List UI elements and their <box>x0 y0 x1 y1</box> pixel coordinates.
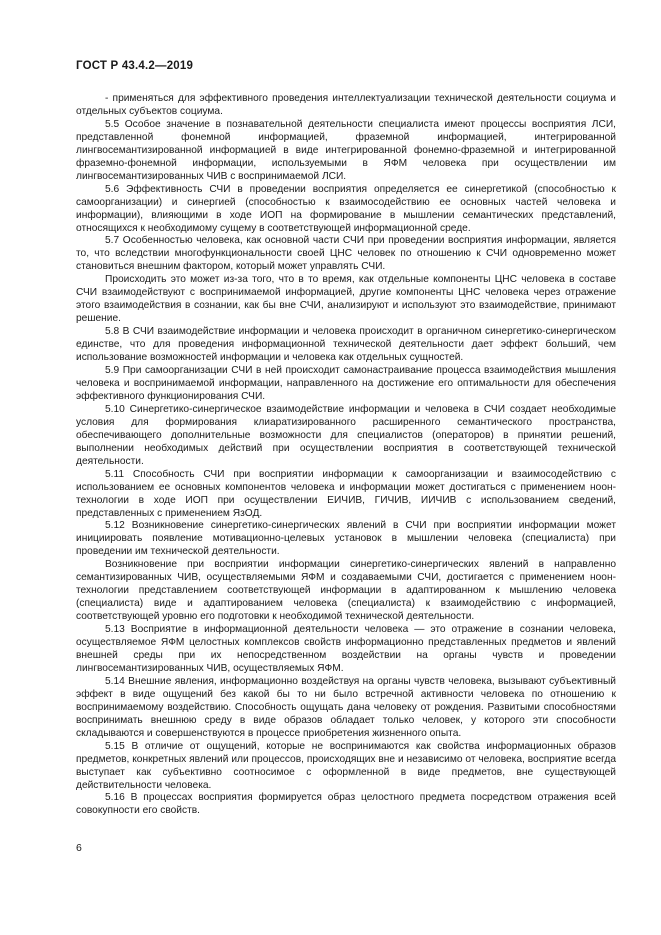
paragraph: 5.16 В процессах восприятия формируется образ целостного предмета посредством отражения всей совокупности его свойств. <box>76 792 616 817</box>
paragraph: 5.12 Возникновение синергетико-синергических явлений в СЧИ при восприятии информации может инициировать появление мотивационно-целевых установок в мышлении человека (специалиста) при проведении им технической деятельности. <box>76 520 616 558</box>
paragraph: 5.9 При самоорганизации СЧИ в ней происходит самонастраивание процесса взаимодействия мышления человека и воспринимаемой информации, направленного на достижение его оптимальности для обеспечения эффективного функционирования СЧИ. <box>76 365 616 402</box>
paragraph: 5.7 Особенностью человека, как основной части СЧИ при проведении восприятия информации, является то, что вследствии многофункциональности своей ЦНС человек по отношению к СЧИ одновременно может становиться внешним фактором, который может управлять СЧИ. <box>76 235 616 273</box>
paragraph: 5.6 Эффективность СЧИ в проведении восприятия определяется ее синергетикой (способностью к самоорганизации) и синергией (способностью к взаимосодействию ее основных частей человека и информации), влияющими в ходе ИОП на формирование в мышлении семантических представлений, относящихся к необходимому сущему в соответствующей информационной среде. <box>76 183 616 234</box>
page-number: 6 <box>76 842 82 854</box>
paragraph: 5.14 Внешние явления, информационно воздействуя на органы чувств человека, вызывают субъективный эффект в виде ощущений без какой бы то ни было встречной активности человека по отношению к воспринимаемому воздействию. Способность ощущать дана человеку от рождения. Развитыми способностями воспринимать внешнюю среду в виде образов обладает только человек, у которого эти способности складываются и совершенствуются в процессе приобретения жизненного опыта. <box>76 675 616 739</box>
document-body <box>76 93 616 818</box>
paragraph: Возникновение при восприятии информации синергетико-синергических явлений в направленно семантизированных ЧИВ, осуществляемыми ЯФМ и создаваемыми СЧИ, достигается с применением ноон-технологии представлением соответствующей информации в адаптированном к мышлению человека (специалиста) виде и адаптированием человека (специалиста) к взаимодействию с информацией, соответствующей уровню его подготовки к необходимой технической деятельности. <box>76 559 616 623</box>
paragraph: 5.8 В СЧИ взаимодействие информации и человека происходит в органичном синергетико-синергическом единстве, что для проведения информационной технической деятельности дает эффект больший, чем использование возможностей информации и человека как отдельных сущностей. <box>76 326 616 364</box>
paragraph: 5.5 Особое значение в познавательной деятельности специалиста имеют процессы восприятия ЛСИ, представленной фонемной информацией, фраземной информацией, интегрированной лингвосемантизированной информацией в виде интегрированной фонемно-фраземной и интегрированной фраземно-фонемной информации, используемыми в ЯФМ человека при осуществлении им лингвосемантизированных ЧИВ с воспринимаемой ЛСИ. <box>76 118 616 182</box>
paragraph: - применяться для эффективного проведения интеллектуализации технической деятельности социума и отдельных субъектов социума. <box>76 93 616 117</box>
paragraph: 5.15 В отличие от ощущений, которые не воспринимаются как свойства информационных образов предметов, конкретных явлений или процессов, происходящих вне и независимо от человека, восприятие всегда выступает как субъективно соотносимое с оформленной в виде предметов, вне существующей действительности человека. <box>76 740 616 791</box>
paragraph: Происходить это может из-за того, что в то время, как отдельные компоненты ЦНС человека в составе СЧИ взаимодействуют с воспринимаемой информацией, другие компоненты ЦНС человека через отражение этого взаимодействия в сознании, как бы вне СЧИ, анализируют и используют это взаимодействие, принимают решение. <box>76 274 616 325</box>
paragraph: 5.11 Способность СЧИ при восприятии информации к самоорганизации и взаимосодействию с использованием ее основных компонентов человека и информации может достигаться с применением ноон-технологии в ходе ИОП при осуществлении ЕИЧИВ, ГИЧИВ, ИИЧИВ с использованием сведений, представленных с применением ЯзОД. <box>76 468 616 519</box>
standard-header: ГОСТ Р 43.4.2—2019 <box>76 60 194 72</box>
paragraph: 5.13 Восприятие в информационной деятельности человека — это отражение в сознании человека, осуществляемое ЯФМ целостных комплексов свойств информационно представленных предметов и явлений внешней среды при их непосредственном воздействии на органы чувств и проведении лингвосемантизированных ЧИВ, осуществляемых ЯФМ. <box>76 624 616 674</box>
paragraph: 5.10 Синергетико-синергическое взаимодействие информации и человека в СЧИ создает необходимые условия для формирования клиаратизированного расширенного семантического пространства, обеспечивающего дополнительные возможности для специалистов (операторов) в принятии решений, выполнении необходимых действий при осуществлении восприятия в соответствующей технической деятельности. <box>76 403 616 467</box>
